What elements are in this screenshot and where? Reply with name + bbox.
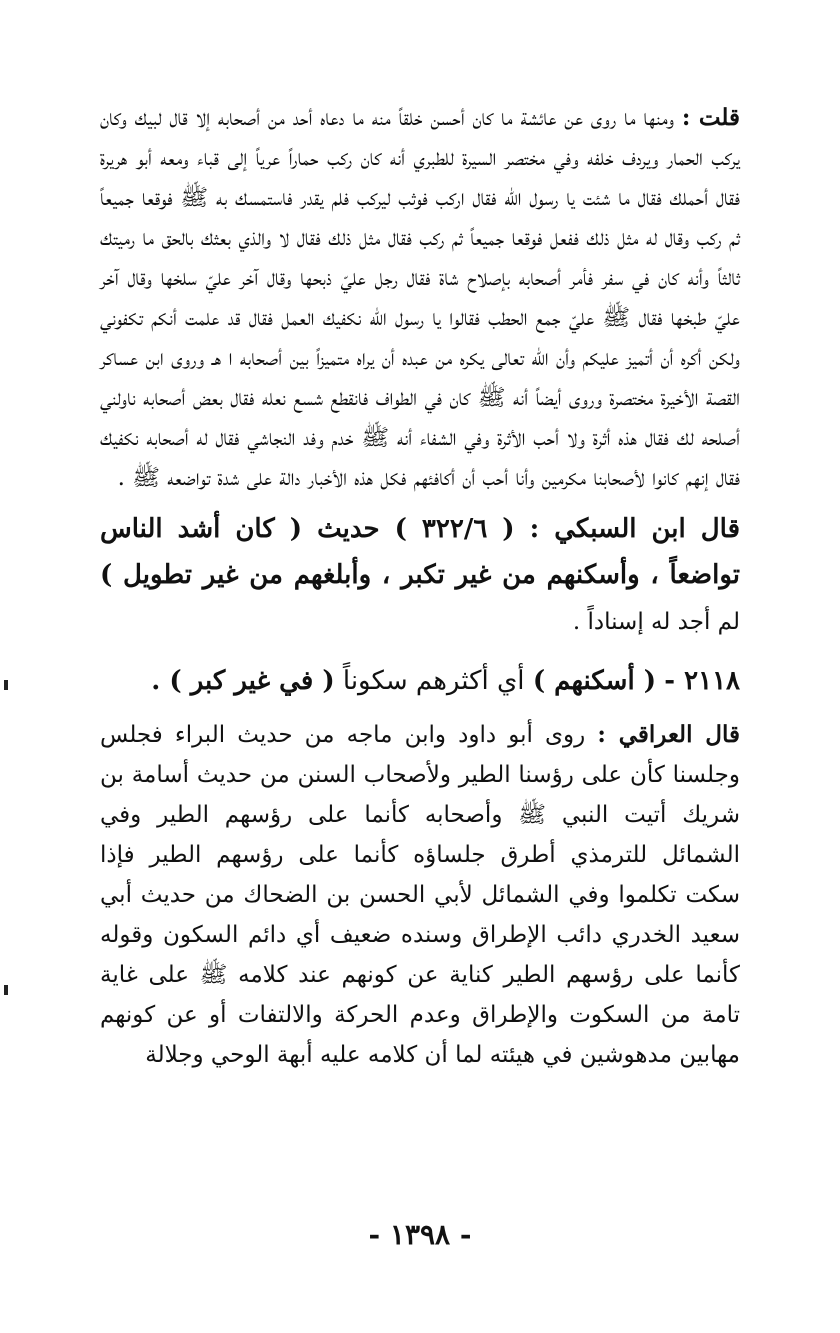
paragraph-label: قال العراقي :: [597, 721, 740, 748]
section-hadith: ( كان أشد الناس تواضعاً ، وأسكنهم من غير تكبر ، وأبلغهم من غير تطويل ): [100, 514, 740, 590]
section-speaker: قال ابن السبكي :: [529, 514, 740, 544]
section-ref: ( ٣٢٢/٦ ) حديث: [317, 514, 515, 544]
margin-mark-top: [4, 680, 8, 690]
entry-term: ( أسكنهم ): [532, 666, 657, 696]
entry-gloss: أي أكثرهم سكوناً: [342, 666, 525, 696]
takhrij-section: [100, 506, 740, 645]
paragraph-text: روى أبو داود وابن ماجه من حديث البراء فجلس وجلسنا كأن على رؤسنا الطير ولأصحاب السنن من حديث أسامة بن شريك أتيت النبي ﷺ وأصحابه كأنما على رؤسهم الطير وفي الشمائل للترمذي أطرق جلساؤه كأنما على رؤسهم الطير فإذا سكت تكلموا وفي الشمائل لأبي الحسن بن الضحاك من حديث أبي سعيد الخدري دائب الإطراق وسنده ضعيف أي دائم السكون وقوله كأنما على رؤسهم الطير كناية عن كونهم عند كلامه ﷺ على غاية تامة من السكوت والإطراق وعدم الحركة والالتفات أو عن كونهم مهابين مدهوشين في هيئته لما أن كلامه عليه أبهة الوحي وجلالة: [100, 722, 740, 1068]
paragraph-iraqi: [100, 715, 740, 1075]
paragraph-text: ومنها ما روى عن عائشة ما كان أحسن خلقاً منه ما دعاه أحد من أصحابه إلا قال لبيك وكان يركب الحمار ويردف خلفه وفي مختصر السيرة للطبري أنه كان ركب حماراً عرياً إلى قباء ومعه أبو هريرة فقال أحملك فقال ما شئت يا رسول الله فقال اركب فوثب ليركب فلم يقدر فاستمسك به ﷺ فوقعا جميعاً ثم ركب وقال له مثل ذلك ففعل فوقعا جميعاً ثم ركب فقال مثل ذلك فقال لا والذي بعثك بالحق ما رميتك ثالثاً وأنه كان في سفر فأمر أصحابه بإصلاح شاة فقال رجل عليّ ذبحها وقال آخر عليّ سلخها وقال آخر عليّ طبخها فقال ﷺ عليّ جمع الحطب فقالوا يا رسول الله نكفيك العمل فقال قد علمت أنكم تكفوني ولكن أكره أن أتميز عليكم وأن الله تعالى يكره من عبده أن يراه متميزاً بين أصحابه ا هـ وروى ابن عساكر القصة الأخيرة مختصرة وروى أيضاً أنه ﷺ كان في الطواف فانقطع شسع نعله فقال بعض أصحابه ناولني أصلحه لك فقال هذه أثرة ولا أحب الأثرة وفي الشفاء أنه ﷺ خدم وفد النجاشي فقال له أصحابه نكفيك فقال إنهم كانوا لأصحابنا مكرمين وأنا أحب أن أكافئهم فكل هذه الأخبار دالة على شدة تواضعه ﷺ .: [100, 105, 740, 491]
paragraph-label: قلت :: [681, 104, 741, 131]
entry-heading: [100, 655, 740, 707]
paragraph-commentary: [100, 98, 740, 498]
entry-term-2: ( في غير كبر ) .: [151, 666, 335, 696]
entry-number: ٢١١٨ -: [664, 666, 740, 696]
margin-mark-bottom: [4, 985, 8, 995]
section-note: لم أجد له إسناداً .: [572, 609, 740, 635]
page-number: - ١٣٩٨ -: [368, 1218, 472, 1251]
page-body: [100, 98, 740, 1075]
